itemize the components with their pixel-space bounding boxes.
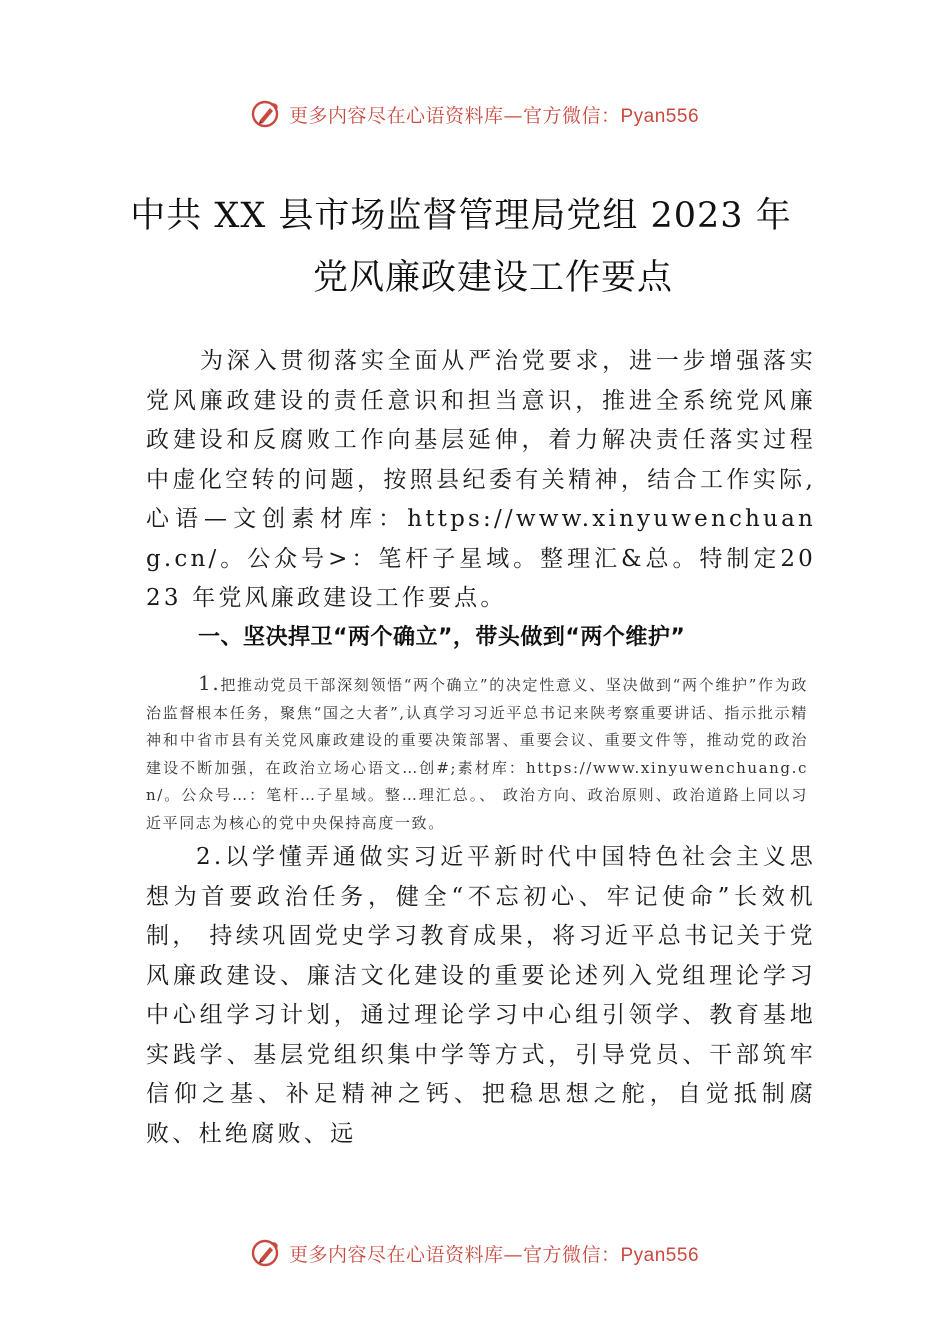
banner-text xyxy=(289,101,699,128)
document-title-line-2: 党风廉政建设工作要点 xyxy=(312,258,673,298)
banner-label: 更多内容尽在心语资料库—官方微信： xyxy=(288,104,621,127)
banner-label: 更多内容尽在心语资料库—官方微信： xyxy=(288,1243,621,1266)
footer-banner xyxy=(0,1233,950,1273)
pen-logo-icon xyxy=(251,99,281,129)
item-1-text: 把推动党员干部深刻领悟“两个确立”的决定性意义、坚决做到“两个维护”作为政治监督根本任务，聚焦“国之大者”,认真学习习近平总书记来陕考察重要讲话、指示批示精神和中省市县有关党风廉政建设的重要决策部署、重要会议、重要文件等，推动党的政治建设不断加强，在政治立场心语文…创#;素材库：https://www.xinyuwenchuang.cn/。公众号…：笔杆…子星域。整…理汇总。、 政治方向、政治原则、政治道路上同以习近平同志为核心的党中央保持高度一致。 xyxy=(146,676,808,832)
item-1-paragraph xyxy=(146,670,808,838)
section-heading-1: 一、坚决捍卫“两个确立”，带头做到“两个维护” xyxy=(198,625,686,650)
intro-paragraph: 为深入贯彻落实全面从严治党要求，进一步增强落实党风廉政建设的责任意识和担当意识，推进全系统党风廉政建设和反腐败工作向基层延伸，着力解决责任落实过程中虚化空转的问题，按照县纪委有关精神，结合工作实际,心语—文创素材库：https://www.xinyuwenchuang.cn/。公众号>：笔杆子星域。整理汇&总。特制定2023 年党风廉政建设工作要点。 xyxy=(146,348,816,611)
document-title-line-1: 中共 XX 县市场监督管理局党组 2023 年 xyxy=(130,196,792,236)
item-1-number: 1. xyxy=(198,671,221,695)
banner-text xyxy=(289,1240,699,1267)
item-2-paragraph: 2.以学懂弄通做实习近平新时代中国特色社会主义思想为首要政治任务，健全“不忘初心、牢记使命”长效机制， 持续巩固党史学习教育成果，将习近平总书记关于党风廉政建设、廉洁文化建设的重要论述列入党组理论学习中心组学习计划，通过理论学习中心组引领学、教育基地实践学、基层党组织集中学等方式，引导党员、干部筑牢信仰之基、补足精神之钙、把稳思想之舵，自觉抵制腐败、杜绝腐败、远 xyxy=(146,844,816,1147)
banner-handle: Pyan556 xyxy=(620,1244,700,1266)
pen-logo-icon xyxy=(251,1238,281,1268)
banner-handle: Pyan556 xyxy=(620,105,700,127)
header-banner xyxy=(0,94,950,134)
